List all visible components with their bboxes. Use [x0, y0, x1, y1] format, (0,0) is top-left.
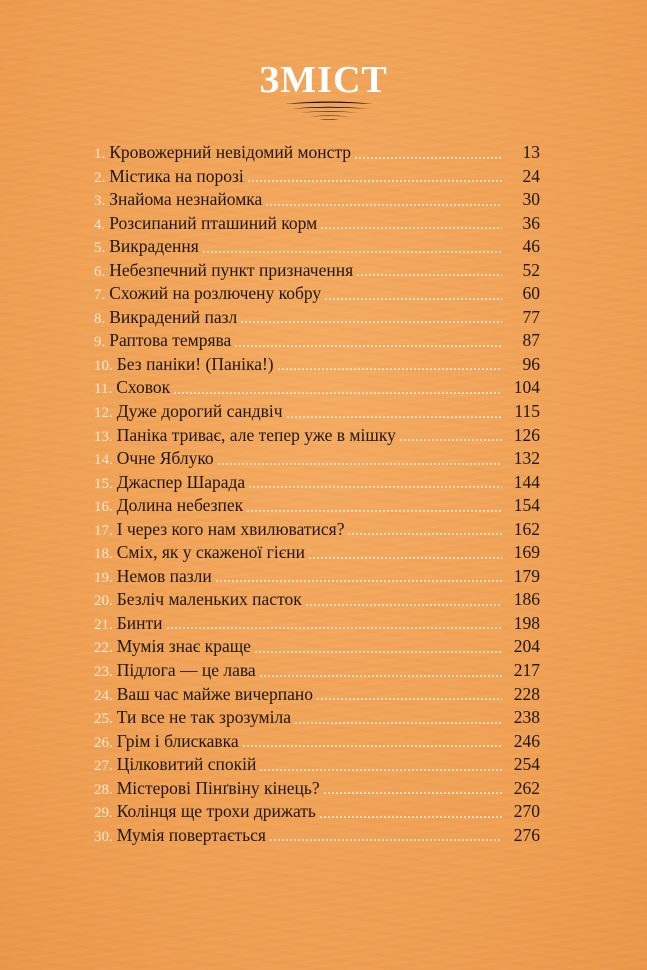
toc-entry[interactable] [94, 329, 540, 353]
dot-leader [259, 675, 502, 677]
dot-leader [202, 251, 502, 253]
chapter-title: Немов пазли [116, 565, 212, 586]
page-number: 46 [522, 236, 540, 257]
chapter-number: 28. [94, 781, 113, 798]
dot-leader [166, 627, 502, 629]
toc-entry[interactable] [94, 235, 540, 259]
dot-leader [242, 745, 502, 747]
dot-leader [248, 486, 502, 488]
dot-leader [259, 769, 502, 771]
table-of-contents [94, 141, 540, 847]
chapter-number: 15. [94, 475, 113, 492]
toc-entry[interactable] [94, 259, 540, 283]
dot-leader [277, 368, 502, 370]
page-number: 36 [522, 212, 540, 233]
chapter-number: 16. [94, 499, 113, 516]
chapter-number: 1. [94, 146, 106, 162]
chapter-number: 7. [94, 287, 106, 304]
chapter-title: Підлога — це лава [116, 660, 256, 681]
toc-entry[interactable] [94, 282, 540, 306]
chapter-title: І через кого нам хвилюватися? [116, 518, 345, 539]
chapter-title: Джаспер Шарада [116, 471, 246, 492]
toc-entry[interactable] [94, 753, 540, 777]
page-number: 30 [522, 189, 540, 210]
chapter-title: Схожий на розлючену кобру [109, 283, 322, 304]
chapter-title: Очне Яблуко [116, 448, 214, 469]
toc-entry[interactable] [94, 541, 540, 565]
chapter-title: Без паніки! (Паніка!) [116, 353, 274, 374]
dot-leader [286, 416, 502, 418]
page-number: 169 [513, 542, 540, 563]
chapter-title: Паніка триває, але тепер уже в мішку [116, 424, 396, 445]
chapter-number: 21. [94, 616, 113, 633]
page-number: 52 [522, 259, 540, 280]
dot-leader [324, 298, 502, 300]
dot-leader [356, 274, 502, 276]
page-number: 144 [513, 471, 540, 492]
page-number: 87 [522, 330, 540, 351]
page-number: 238 [513, 707, 540, 728]
toc-entry[interactable] [94, 612, 540, 636]
page-number: 186 [513, 589, 540, 610]
toc-entry[interactable] [94, 706, 540, 730]
toc-entry[interactable] [94, 141, 540, 165]
dot-leader [173, 392, 502, 394]
page-number: 126 [513, 424, 540, 445]
chapter-number: 6. [94, 263, 106, 280]
page-number: 179 [513, 565, 540, 586]
chapter-title: Мумія повертається [116, 824, 266, 845]
chapter-title: Мумія знає краще [116, 636, 251, 657]
chapter-title: Сміх, як у скаженої гієни [116, 542, 305, 563]
page-number: 162 [513, 518, 540, 539]
page-number: 132 [513, 448, 540, 469]
dot-leader [269, 839, 502, 841]
chapter-number: 29. [94, 805, 113, 822]
page-number: 217 [513, 660, 540, 681]
chapter-number: 11. [94, 381, 113, 398]
dot-leader [246, 510, 502, 512]
chapter-title: Розсипаний пташиний корм [109, 212, 318, 233]
chapter-number: 12. [94, 405, 113, 422]
page-number: 115 [514, 401, 540, 422]
chapter-title: Безліч маленьких пасток [116, 589, 302, 610]
dot-leader [319, 816, 502, 818]
chapter-title: Грім і блискавка [116, 730, 239, 751]
chapter-title: Викрадений пазл [109, 306, 238, 327]
toc-entry[interactable] [94, 730, 540, 754]
page-number: 254 [513, 754, 540, 775]
chapter-title: Сховок [116, 377, 171, 398]
dot-leader [265, 204, 502, 206]
chapter-title: Долина небезпек [116, 495, 244, 516]
chapter-number: 27. [94, 758, 113, 775]
toc-entry[interactable] [94, 518, 540, 542]
chapter-title: Небезпечний пункт призначення [109, 259, 354, 280]
chapter-title: Ти все не так зрозуміла [116, 707, 291, 728]
chapter-number: 9. [94, 334, 106, 351]
page-number: 204 [513, 636, 540, 657]
page-title: ЗМІСТ [259, 59, 388, 101]
chapter-title: Містерові Пінґвіну кінець? [116, 777, 320, 798]
toc-entry[interactable] [94, 400, 540, 424]
chapter-number: 20. [94, 593, 113, 610]
page-number: 228 [513, 683, 540, 704]
chapter-number: 19. [94, 569, 113, 586]
chapter-number: 2. [94, 169, 106, 186]
toc-entry[interactable] [94, 635, 540, 659]
chapter-number: 26. [94, 734, 113, 751]
dot-leader [347, 533, 502, 535]
chapter-number: 13. [94, 428, 113, 445]
toc-entry[interactable] [94, 494, 540, 518]
chapter-title: Бинти [116, 612, 163, 633]
dot-leader [247, 180, 502, 182]
dot-leader [354, 157, 502, 159]
chapter-number: 5. [94, 240, 106, 257]
chapter-number: 17. [94, 522, 113, 539]
toc-entry[interactable] [94, 376, 540, 400]
toc-entry[interactable] [94, 777, 540, 801]
toc-entry[interactable] [94, 659, 540, 683]
chapter-title: Раптова темрява [109, 330, 232, 351]
dot-leader [323, 792, 502, 794]
dot-leader [294, 722, 502, 724]
toc-entry[interactable] [94, 588, 540, 612]
page-number: 154 [513, 495, 540, 516]
page-number: 60 [522, 283, 540, 304]
chapter-number: 30. [94, 828, 113, 845]
toc-entry[interactable] [94, 824, 540, 848]
dot-leader [320, 227, 502, 229]
chapter-number: 24. [94, 687, 113, 704]
page-number: 198 [513, 612, 540, 633]
page-number: 13 [522, 142, 540, 162]
chapter-number: 23. [94, 664, 113, 681]
chapter-title: Цілковитий спокій [116, 754, 257, 775]
page-number: 246 [513, 730, 540, 751]
toc-entry[interactable] [94, 424, 540, 448]
dot-leader [305, 604, 502, 606]
page-number: 77 [522, 306, 540, 327]
title-underline-ornament-icon [283, 100, 375, 122]
page-number: 270 [513, 801, 540, 822]
chapter-number: 8. [94, 310, 106, 327]
page-number: 262 [513, 777, 540, 798]
chapter-title: Колінця ще трохи дрижать [116, 801, 316, 822]
chapter-number: 22. [94, 640, 113, 657]
chapter-title: Дуже дорогий сандвіч [116, 401, 283, 422]
toc-entry[interactable] [94, 165, 540, 189]
dot-leader [399, 439, 502, 441]
dot-leader [254, 651, 502, 653]
page-number: 24 [522, 165, 540, 186]
page-number: 104 [513, 377, 540, 398]
toc-entry[interactable] [94, 447, 540, 471]
chapter-number: 10. [94, 357, 113, 374]
chapter-number: 14. [94, 452, 113, 469]
toc-entry[interactable] [94, 471, 540, 495]
chapter-number: 25. [94, 711, 113, 728]
chapter-number: 4. [94, 216, 106, 233]
toc-entry[interactable] [94, 212, 540, 236]
dot-leader [308, 557, 502, 559]
chapter-title: Викрадення [109, 236, 199, 257]
dot-leader [316, 698, 502, 700]
dot-leader [217, 463, 502, 465]
chapter-title: Знайома незнайомка [109, 189, 263, 210]
toc-entry[interactable] [94, 306, 540, 330]
page-number: 96 [522, 353, 540, 374]
toc-entry[interactable] [94, 353, 540, 377]
dot-leader [240, 321, 502, 323]
chapter-number: 18. [94, 546, 113, 563]
page-number: 276 [513, 824, 540, 845]
toc-entry[interactable] [94, 188, 540, 212]
dot-leader [234, 345, 502, 347]
dot-leader [215, 580, 502, 582]
chapter-title: Містика на порозі [109, 165, 244, 186]
chapter-title: Ваш час майже вичерпано [116, 683, 314, 704]
chapter-title: Кровожерний невідомий монстр [109, 142, 352, 162]
toc-entry[interactable] [94, 565, 540, 589]
chapter-number: 3. [94, 193, 106, 210]
toc-entry[interactable] [94, 683, 540, 707]
toc-entry[interactable] [94, 800, 540, 824]
